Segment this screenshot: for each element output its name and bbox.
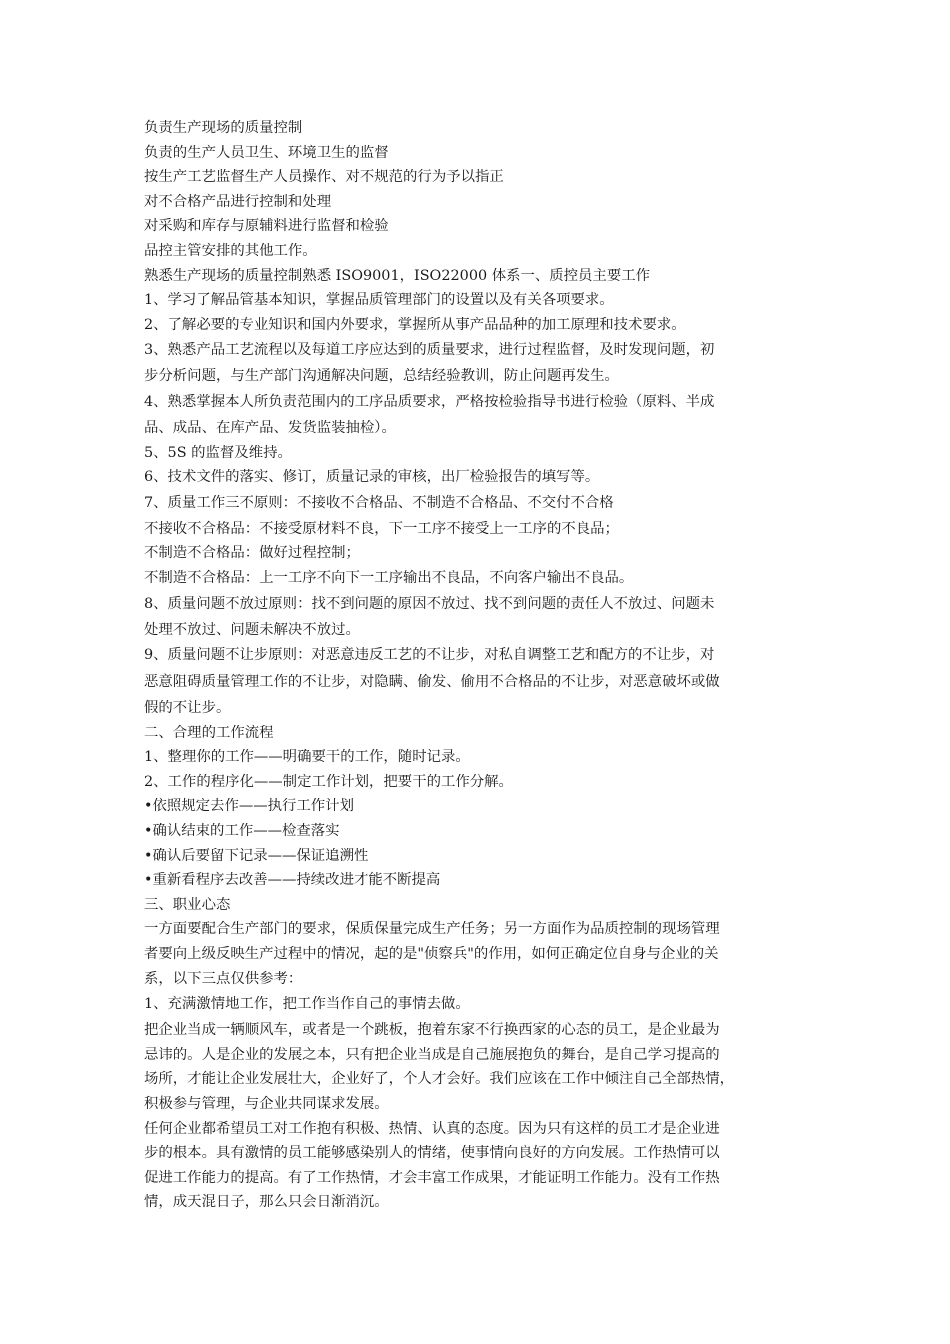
text-line: 4、熟悉掌握本人所负责范围内的工序品质要求，严格按检验指导书进行检验（原料、半成: [144, 393, 715, 410]
text-line: •确认后要留下记录——保证追溯性: [144, 847, 369, 864]
text-line: 情，成天混日子，那么只会日渐消沉。: [144, 1194, 389, 1211]
text-line: 3、熟悉产品工艺流程以及每道工序应达到的质量要求，进行过程监督，及时发现问题，初: [144, 342, 715, 359]
text-line: 6、技术文件的落实、修订，质量记录的审核，出厂检验报告的填写等。: [144, 469, 600, 486]
text-line: 按生产工艺监督生产人员操作、对不规范的行为予以指正: [144, 169, 504, 186]
text-line: •重新看程序去改善——持续改进才能不断提高: [144, 872, 441, 889]
text-line: 把企业当成一辆顺风车，或者是一个跳板，抱着东家不行换西家的心态的员工，是企业最为: [144, 1022, 720, 1039]
text-line: 二、合理的工作流程: [144, 724, 274, 741]
text-line: 品控主管安排的其他工作。: [144, 242, 317, 259]
text-line: 2、工作的程序化——制定工作计划，把要干的工作分解。: [144, 773, 513, 790]
text-line: 2、了解必要的专业知识和国内外要求，掌握所从事产品品种的加工原理和技术要求。: [144, 316, 686, 333]
text-line: 不接收不合格品：不接受原材料不良，下一工序不接受上一工序的不良品；: [144, 520, 619, 537]
text-line: 系，以下三点仅供参考：: [144, 970, 303, 987]
text-line: 步分析问题，与生产部门沟通解决问题，总结经验教训，防止问题再发生。: [144, 368, 619, 385]
text-line: 一方面要配合生产部门的要求，保质保量完成生产任务；另一方面作为品质控制的现场管理: [144, 921, 720, 938]
text-line: •依照规定去作——执行工作计划: [144, 798, 354, 815]
text-line: 1、充满激情地工作，把工作当作自己的事情去做。: [144, 996, 470, 1013]
text-line: 1、整理你的工作——明确要干的工作，随时记录。: [144, 749, 470, 766]
text-line: •确认结束的工作——检查落实: [144, 823, 340, 840]
text-line: 对不合格产品进行控制和处理: [144, 193, 332, 210]
text-line: 品、成品、在库产品、发货监装抽检）。: [144, 419, 396, 436]
text-line: 5、5S 的监督及维持。: [144, 444, 292, 461]
text-line: 任何企业都希望员工对工作抱有积极、热情、认真的态度。因为只有这样的员工才是企业进: [144, 1120, 720, 1137]
text-line: 处理不放过、问题未解决不放过。: [144, 621, 360, 638]
text-line: 8、质量问题不放过原则：找不到问题的原因不放过、找不到问题的责任人不放过、问题未: [144, 595, 715, 612]
text-line: 场所，才能让企业发展壮大，企业好了，个人才会好。我们应该在工作中倾注自己全部热情，: [144, 1071, 735, 1088]
text-line: 恶意阻碍质量管理工作的不让步，对隐瞒、偷发、偷用不合格品的不让步，对恶意破坏或做: [144, 674, 720, 691]
text-line: 负责生产现场的质量控制: [144, 120, 303, 136]
text-line: 熟悉生产现场的质量控制熟悉 ISO9001，ISO22000 体系一、质控员主要工作: [144, 267, 650, 284]
text-line: 三、职业心态: [144, 896, 231, 913]
document-body: [144, 116, 814, 1215]
text-line: 积极参与管理，与企业共同谋求发展。: [144, 1096, 389, 1112]
text-line: 对采购和库存与原辅料进行监督和检验: [144, 218, 389, 235]
text-line: 7、质量工作三不原则：不接收不合格品、不制造不合格品、不交付不合格: [144, 494, 614, 511]
text-line: 促进工作能力的提高。有了工作热情，才会丰富工作成果，才能证明工作能力。没有工作热: [144, 1169, 720, 1186]
text-line: 步的根本。具有激情的员工能够感染别人的情绪，使事情向良好的方向发展。工作热情可以: [144, 1145, 720, 1162]
text-line: 9、质量问题不让步原则：对恶意违反工艺的不让步，对私自调整工艺和配方的不让步，对: [144, 647, 715, 664]
text-line: 者要向上级反映生产过程中的情况，起的是"侦察兵"的作用，如何正确定位自身与企业的关: [144, 946, 719, 963]
text-line: 1、学习了解品管基本知识，掌握品质管理部门的设置以及有关各项要求。: [144, 292, 614, 309]
text-line: 假的不让步。: [144, 700, 231, 717]
text-line: 不制造不合格品：做好过程控制；: [144, 545, 360, 562]
text-line: 忌讳的。人是企业的发展之本，只有把企业当成是自己施展抱负的舞台，是自己学习提高的: [144, 1046, 720, 1063]
text-line: 负责的生产人员卫生、环境卫生的监督: [144, 144, 389, 161]
text-line: 不制造不合格品：上一工序不向下一工序输出不良品，不向客户输出不良品。: [144, 569, 634, 586]
